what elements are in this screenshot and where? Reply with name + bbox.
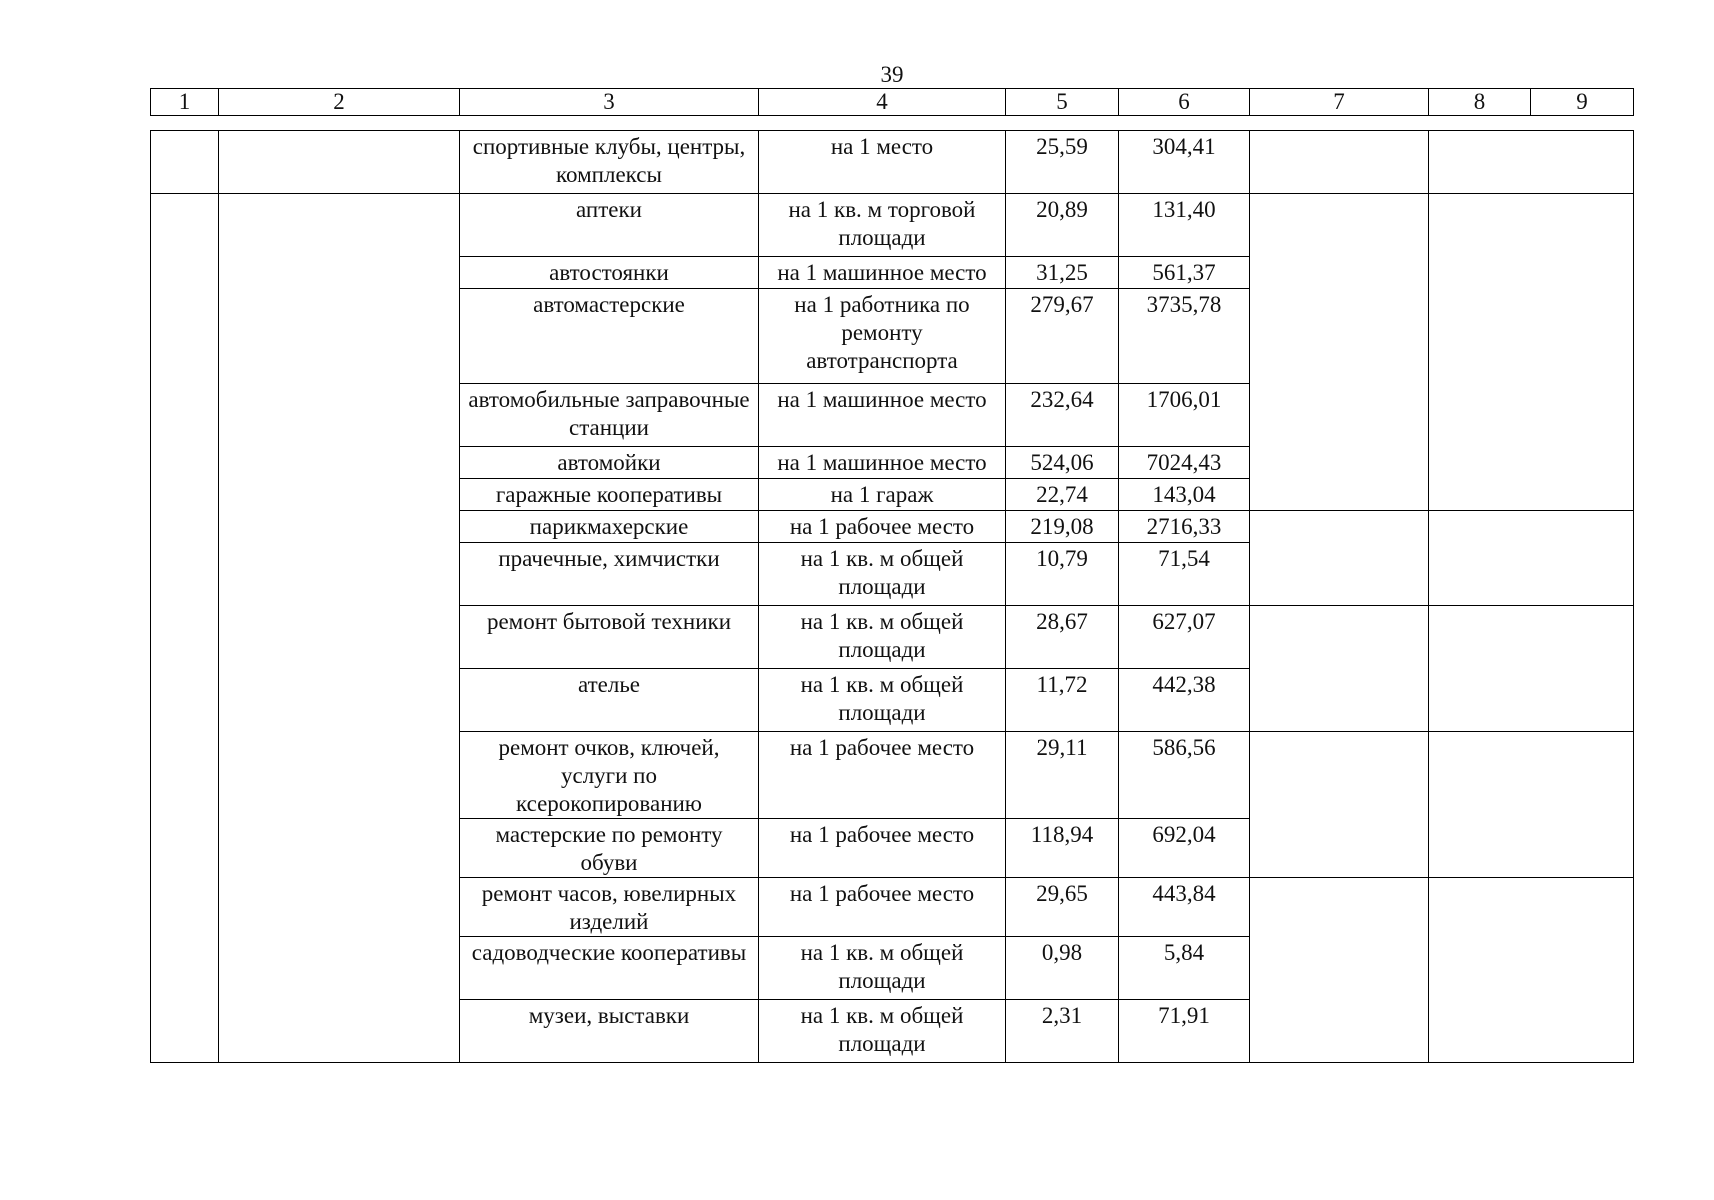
col5-value: 11,72 [1006,669,1119,732]
column-header: 8 [1429,89,1531,116]
col6-value: 131,40 [1119,194,1250,257]
col5-value: 279,67 [1006,289,1119,384]
col7-cell [1250,878,1429,1063]
object-type-cell: музеи, выставки [460,1000,759,1063]
col6-value: 304,41 [1119,131,1250,194]
table-row [151,194,1634,257]
col6-value: 2716,33 [1119,511,1250,543]
column-header: 9 [1531,89,1634,116]
object-type-cell: автостоянки [460,257,759,289]
col6-value: 1706,01 [1119,384,1250,447]
col7-cell [1250,511,1429,606]
tariff-table [150,130,1634,1063]
col5-value: 219,08 [1006,511,1119,543]
column-header: 4 [759,89,1006,116]
col8-9-cell [1429,131,1634,194]
col5-value: 2,31 [1006,1000,1119,1063]
column-header-row [151,89,1634,116]
col8-9-cell [1429,732,1634,878]
col5-value: 524,06 [1006,447,1119,479]
col8-9-cell [1429,606,1634,732]
object-type-cell: ремонт часов, ювелирных изделий [460,878,759,937]
column-header: 7 [1250,89,1429,116]
col5-value: 25,59 [1006,131,1119,194]
col8-9-cell [1429,878,1634,1063]
col5-value: 118,94 [1006,819,1119,878]
object-type-cell: гаражные кооперативы [460,479,759,511]
col5-value: 232,64 [1006,384,1119,447]
col1-cell [151,131,219,194]
column-header-table [150,88,1634,116]
object-type-cell: мастерские по ремонту обуви [460,819,759,878]
unit-cell: на 1 кв. м общей площади [759,543,1006,606]
unit-cell: на 1 рабочее место [759,732,1006,819]
unit-cell: на 1 работника по ремонту автотранспорта [759,289,1006,384]
col5-value: 29,11 [1006,732,1119,819]
col5-value: 31,25 [1006,257,1119,289]
object-type-cell: аптеки [460,194,759,257]
col6-value: 692,04 [1119,819,1250,878]
col8-9-cell [1429,511,1634,606]
unit-cell: на 1 место [759,131,1006,194]
col6-value: 71,54 [1119,543,1250,606]
table-row [151,131,1634,194]
unit-cell: на 1 кв. м общей площади [759,669,1006,732]
object-type-cell: парикмахерские [460,511,759,543]
object-type-cell: автомойки [460,447,759,479]
unit-cell: на 1 кв. м общей площади [759,937,1006,1000]
col5-value: 0,98 [1006,937,1119,1000]
unit-cell: на 1 кв. м торговой площади [759,194,1006,257]
object-type-cell: автомобильные заправочные станции [460,384,759,447]
unit-cell: на 1 кв. м общей площади [759,1000,1006,1063]
object-type-cell: прачечные, химчистки [460,543,759,606]
col5-value: 10,79 [1006,543,1119,606]
col6-value: 561,37 [1119,257,1250,289]
column-header: 2 [219,89,460,116]
object-type-cell: садоводческие кооперативы [460,937,759,1000]
unit-cell: на 1 машинное место [759,447,1006,479]
col2-cell [219,194,460,1063]
col5-value: 29,65 [1006,878,1119,937]
unit-cell: на 1 машинное место [759,257,1006,289]
col6-value: 7024,43 [1119,447,1250,479]
unit-cell: на 1 кв. м общей площади [759,606,1006,669]
col6-value: 442,38 [1119,669,1250,732]
col5-value: 22,74 [1006,479,1119,511]
object-type-cell: ремонт очков, ключей, услуги по ксерокопированию [460,732,759,819]
unit-cell: на 1 рабочее место [759,819,1006,878]
object-type-cell: автомастерские [460,289,759,384]
col6-value: 586,56 [1119,732,1250,819]
column-header: 5 [1006,89,1119,116]
col6-value: 443,84 [1119,878,1250,937]
col5-value: 20,89 [1006,194,1119,257]
column-header: 3 [460,89,759,116]
col7-cell [1250,606,1429,732]
unit-cell: на 1 гараж [759,479,1006,511]
col2-cell [219,131,460,194]
col7-cell [1250,131,1429,194]
page-number: 39 [880,62,904,87]
unit-cell: на 1 рабочее место [759,511,1006,543]
col1-cell [151,194,219,1063]
col8-9-cell [1429,194,1634,511]
object-type-cell: ателье [460,669,759,732]
column-header: 1 [151,89,219,116]
col5-value: 28,67 [1006,606,1119,669]
unit-cell: на 1 машинное место [759,384,1006,447]
col7-cell [1250,194,1429,511]
col6-value: 143,04 [1119,479,1250,511]
col6-value: 627,07 [1119,606,1250,669]
col6-value: 5,84 [1119,937,1250,1000]
col6-value: 3735,78 [1119,289,1250,384]
col6-value: 71,91 [1119,1000,1250,1063]
unit-cell: на 1 рабочее место [759,878,1006,937]
object-type-cell: спортивные клубы, центры, комплексы [460,131,759,194]
object-type-cell: ремонт бытовой техники [460,606,759,669]
col7-cell [1250,732,1429,878]
column-header: 6 [1119,89,1250,116]
